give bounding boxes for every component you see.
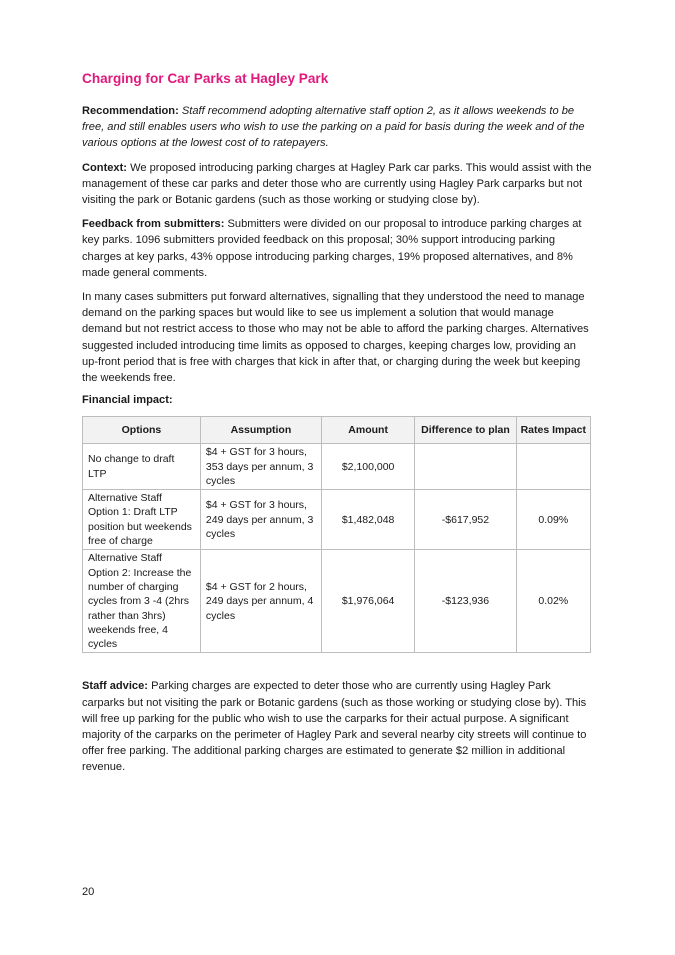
cell-option: Alternative Staff Option 2: Increase the number of charging cycles from 3 -4 (2hrs rather than 3hrs) weekends free, 4 cycles bbox=[83, 550, 201, 653]
financial-impact-table bbox=[82, 416, 591, 653]
table-header-row bbox=[83, 417, 591, 444]
cell-difference: -$617,952 bbox=[415, 490, 516, 550]
staff-advice-text: Parking charges are expected to deter those who are currently using Hagley Park carparks but not visiting the park or Botanic gardens (such as those working or studying close by). This will free up parking for the public who wish to use the carparks for their actual purpose. A significant majority of the carparks on the perimeter of Hagley Park and several nearby city streets will continue to offer free parking. The additional parking charges are estimated to generate $2 million in additional revenue. bbox=[82, 680, 587, 774]
cell-assumption: $4 + GST for 3 hours, 353 days per annum, 3 cycles bbox=[200, 444, 321, 490]
context-paragraph bbox=[82, 160, 594, 209]
cell-amount: $1,482,048 bbox=[321, 490, 414, 550]
cell-rates: 0.09% bbox=[516, 490, 590, 550]
section-title: Charging for Car Parks at Hagley Park bbox=[82, 71, 329, 86]
cell-difference: -$123,936 bbox=[415, 550, 516, 653]
table-row bbox=[83, 490, 591, 550]
financial-impact-heading: Financial impact: bbox=[82, 394, 173, 407]
feedback-paragraph bbox=[82, 216, 594, 281]
recommendation-label: Recommendation: bbox=[82, 105, 179, 117]
cell-amount: $1,976,064 bbox=[321, 550, 414, 653]
cell-rates: 0.02% bbox=[516, 550, 590, 653]
table-row bbox=[83, 550, 591, 653]
cell-difference bbox=[415, 444, 516, 490]
header-difference: Difference to plan bbox=[415, 417, 516, 444]
feedback-label: Feedback from submitters: bbox=[82, 218, 225, 231]
recommendation-paragraph bbox=[82, 103, 594, 152]
page-number: 20 bbox=[82, 886, 95, 898]
cell-amount: $2,100,000 bbox=[321, 444, 414, 490]
staff-advice-label: Staff advice: bbox=[82, 680, 148, 693]
header-rates-impact: Rates Impact bbox=[516, 417, 590, 444]
feedback-text: Submitters were divided on our proposal to introduce parking charges at key parks. 1096 submitters provided feedback on this proposal; 30% support introducing parking charges at key parks, 43% oppose introducing parking charges, 19% proposed alternatives, and 8% made general comments. bbox=[82, 218, 582, 279]
staff-advice-paragraph bbox=[82, 678, 594, 775]
cell-assumption: $4 + GST for 3 hours, 249 days per annum, 3 cycles bbox=[200, 490, 321, 550]
cell-assumption: $4 + GST for 2 hours, 249 days per annum, 4 cycles bbox=[200, 550, 321, 653]
context-text: We proposed introducing parking charges at Hagley Park car parks. This would assist with the management of these car parks and deter those who are currently using Hagley Park carparks but not visiting the park or Botanic gardens (such as those working or studying close by). bbox=[82, 161, 592, 207]
alternatives-paragraph: In many cases submitters put forward alternatives, signalling that they understood the need to manage demand on the parking spaces but would like to see us implement a solution that would manage demand but not restrict access to those who may not be able to afford the parking charges. Alternatives suggested included introducing time limits as opposed to charges, keeping charges low, providing an up-front period that is free with charges that kick in after that, or charging during the week but keeping the weekends free. bbox=[82, 291, 589, 385]
context-label: Context: bbox=[82, 161, 127, 174]
header-amount: Amount bbox=[321, 417, 414, 444]
cell-option: Alternative Staff Option 1: Draft LTP position but weekends free of charge bbox=[83, 490, 201, 550]
cell-option: No change to draft LTP bbox=[83, 444, 201, 490]
document-page bbox=[82, 71, 594, 784]
header-options: Options bbox=[83, 417, 201, 444]
table-row bbox=[83, 444, 591, 490]
header-assumption: Assumption bbox=[200, 417, 321, 444]
recommendation-text: Staff recommend adopting alternative staff option 2, as it allows weekends to be free, and still enables users who wish to use the parking on a paid for basis during the week and of the various options at the lowest cost of to ratepayers. bbox=[82, 105, 585, 150]
cell-rates bbox=[516, 444, 590, 490]
